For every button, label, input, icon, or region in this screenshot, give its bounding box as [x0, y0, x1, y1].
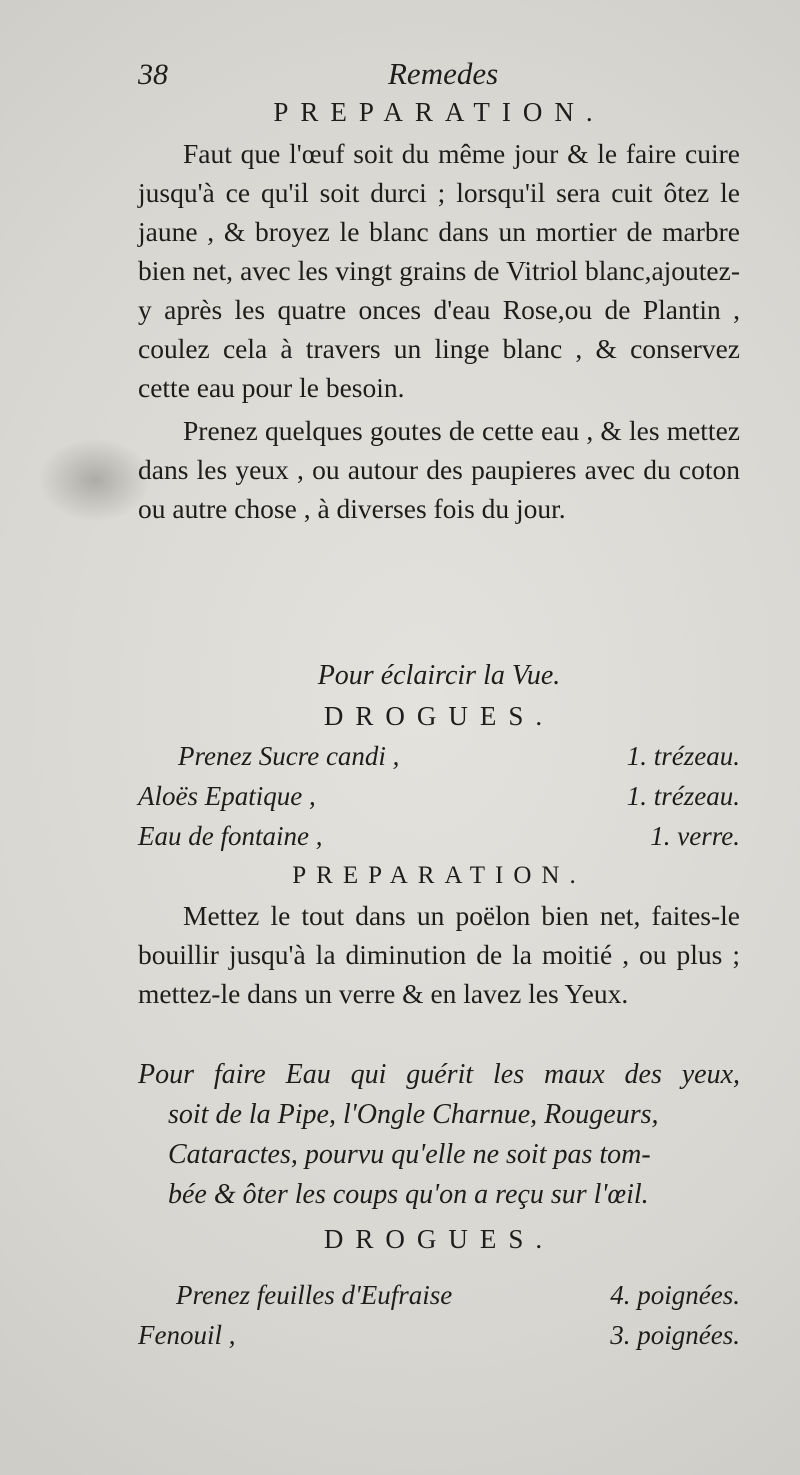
application-paragraph: Prenez quelques goutes de cette eau , & les mettez dans les yeux , ou autour des paupieres avec du coton ou autre chose , à diverses fois du jour.	[138, 415, 740, 524]
ingredient-name: Aloës Epatique ,	[138, 781, 316, 811]
running-head: Remedes	[388, 56, 499, 91]
ingredient-row	[138, 776, 740, 816]
recipe-title-line: soit de la Pipe, l'Ongle Charnue, Rougeurs,	[168, 1099, 659, 1130]
ingredient-row	[138, 736, 740, 776]
ingredient-dose: 1. trézeau.	[626, 781, 740, 811]
preparation-heading: PREPARATION.	[292, 862, 586, 889]
ingredient-name: Fenouil ,	[138, 1320, 236, 1350]
ingredient-name: Prenez feuilles d'Eufraise	[176, 1280, 453, 1310]
recipe-title	[138, 1055, 740, 1215]
ingredient-dose: 3. poignées.	[610, 1320, 740, 1350]
ingredient-dose: 4. poignées.	[610, 1280, 740, 1310]
ingredient-row	[138, 816, 740, 856]
recipe-title-line: Cataractes, pourvu qu'elle ne soit pas tom-	[168, 1139, 651, 1170]
recipe-title-line: Pour faire Eau qui guérit les maux des yeux,	[138, 1059, 740, 1090]
ingredient-dose: 1. trézeau.	[626, 741, 740, 771]
ingredient-row	[138, 1315, 740, 1355]
section-preparation-1	[138, 92, 740, 528]
section-eclaircir-vue	[138, 656, 740, 1013]
preparation-paragraph: Mettez le tout dans un poëlon bien net, faites-le bouillir jusqu'à la diminution de la moitié , ou plus ; mettez-le dans un verre & en lavez les Yeux.	[138, 900, 740, 1009]
drugs-heading: DROGUES.	[323, 701, 555, 731]
ingredient-dose: 1. verre.	[650, 821, 740, 851]
ingredient-name: Eau de fontaine ,	[138, 821, 323, 851]
ingredient-name: Prenez Sucre candi ,	[178, 741, 400, 771]
preparation-paragraph: Faut que l'œuf soit du même jour & le faire cuire jusqu'à ce qu'il soit durci ; lorsqu'il sera cuit ôtez le jaune , & broyez le blanc dans un mortier de marbre bien net, avec les vingt grains de Vitriol blanc,ajoutez-y après les quatre onces d'eau Rose,ou de Plantin , coulez cela à travers un linge blanc , & conservez cette eau pour le besoin.	[138, 138, 740, 403]
section-eau-yeux	[138, 1055, 740, 1355]
recipe-title: Pour éclaircir la Vue.	[317, 660, 561, 691]
preparation-heading: PREPARATION.	[273, 97, 605, 127]
recipe-title-line: bée & ôter les coups qu'on a reçu sur l'œil.	[168, 1179, 649, 1210]
ingredient-row	[138, 1275, 740, 1315]
page-number: 38	[138, 58, 168, 91]
drugs-heading: DROGUES.	[323, 1224, 555, 1254]
